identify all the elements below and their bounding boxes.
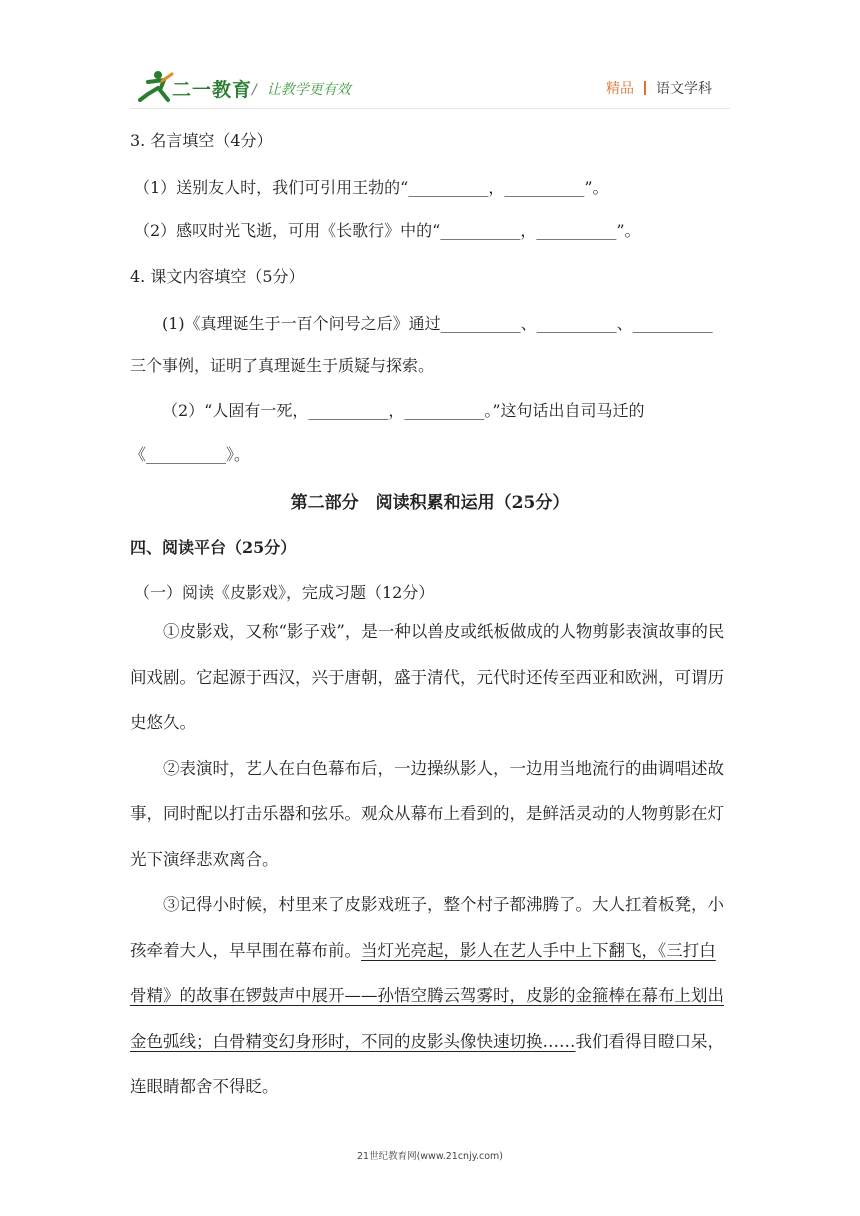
logo-text: 二一教育 [172,79,253,101]
q4-item-1-line-1: (1)《真理诞生于一百个问号之后》通过__________、__________、__________ [162,314,713,333]
q4-title: 4. 课文内容填空（5分） [130,267,305,286]
q3-item-2: （2）感叹时光飞逝，可用《长歌行》中的“__________，__________”。 [134,221,641,240]
q4-item-2-line-1: （2）“人固有一死，__________，__________。”这句话出自司马迁的 [162,401,645,420]
q3-item-1: （1）送别友人时，我们可引用王勃的“__________，__________”。 [134,178,609,197]
header-divider [644,81,646,95]
passage-p3-underlined: 当灯光亮起，影人在艺人手中上下翻飞，《三打白骨精》的故事在锣鼓声中展开——孙悟空腾云驾雾时，皮影的金箍棒在幕布上划出金色弧线；白骨精变幻身形时，不同的皮影头像快速切换…… [130,940,724,1051]
slogan-separator: / [252,82,257,98]
passage-p3-after: 我们看得目瞪口呆，连眼睛都舍不得眨。 [130,1031,724,1096]
page-header [0,0,860,112]
runner-logo-icon [136,70,176,104]
quality-label: 精品 [606,81,634,97]
header-rule [130,108,730,109]
reading-intro: （一）阅读《皮影戏》，完成习题（12分） [134,583,435,602]
slogan-text: 让教学更有效 [266,82,351,98]
passage-p3-before: ③记得小时候，村里来了皮影戏班子，整个村子都沸腾了。大人扛着板凳，小孩牵着大人，早早围在幕布前。 [130,895,724,960]
passage-paragraph-3 [130,882,730,1110]
q3-title: 3. 名言填空（4分） [130,131,273,150]
header-right [606,78,712,98]
passage-paragraph-1: ①皮影戏，又称“影子戏”，是一种以兽皮或纸板做成的人物剪影表演故事的民间戏剧。它起源于西汉，兴于唐朝，盛于清代，元代时还传至西亚和欧洲，可谓历史悠久。 [130,622,725,732]
part2-title: 第二部分 阅读积累和运用（25分） [290,493,570,513]
page-footer: 21世纪教育网(www.21cnjy.com) [356,1151,503,1162]
q4-item-1-line-2: 三个事例，证明了真理诞生于质疑与探索。 [130,356,435,375]
passage-paragraph-2: ②表演时，艺人在白色幕布后，一边操纵影人，一边用当地流行的曲调唱述故事，同时配以打击乐器和弦乐。观众从幕布上看到的，是鲜活灵动的人物剪影在灯光下演绎悲欢离合。 [130,758,724,869]
q4-item-2-line-2: 《__________》。 [130,445,251,464]
passage [130,609,730,1110]
subject-label: 语文学科 [656,81,712,97]
slogan [252,79,351,99]
section-title: 四、阅读平台（25分） [130,538,297,557]
